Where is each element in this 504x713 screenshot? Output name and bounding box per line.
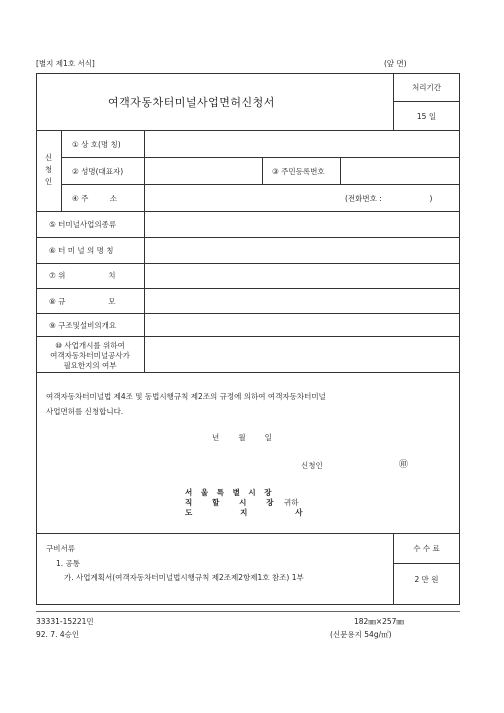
representative-name-label: ② 성명(대표자) xyxy=(72,167,124,176)
location-field[interactable] xyxy=(145,264,459,288)
trade-name-field[interactable] xyxy=(145,131,459,157)
page-side-label: (앞 면) xyxy=(384,59,407,68)
resident-number-label: ③ 주민등록번호 xyxy=(272,167,325,176)
honorific: 귀하 xyxy=(284,498,299,507)
applicant-sign-label: 신청인 xyxy=(301,461,323,470)
terminal-business-type-label: ⑤ 터미널사업의종류 xyxy=(49,220,117,229)
location-label: ⑦ 위 치 xyxy=(49,271,116,280)
addressee-seoul-mayor: 서 울 특 별 시 장 xyxy=(185,488,275,497)
terminal-business-type-field[interactable] xyxy=(145,212,459,237)
form-title: 여객자동차터미널사업면허신청서 xyxy=(108,96,275,109)
representative-name-field[interactable] xyxy=(145,158,261,184)
item10-label-line2: 여객자동차터미널공사가 xyxy=(50,351,130,360)
footer-approval-date: 92. 7. 4승인 xyxy=(36,630,80,639)
fee-value: 2 만 원 xyxy=(414,575,439,584)
required-documents-label: 구비서류 xyxy=(46,544,75,553)
trade-name-label: ① 상 호(명 칭) xyxy=(72,140,121,149)
address-label: ④ 주 소 xyxy=(72,194,118,203)
declaration-line2: 사업면허를 신청합니다. xyxy=(46,407,124,416)
seal-mark: ㊞ xyxy=(399,460,409,470)
footer-form-code: 33331-15221민 xyxy=(36,617,94,626)
addressee-city-mayor: 직 할 시 장 xyxy=(185,498,277,507)
terminal-name-field[interactable] xyxy=(145,238,459,263)
form-number: [별지 제1호 서식] xyxy=(36,59,95,68)
addressee-governor: 도 지 사 xyxy=(185,508,306,517)
footer-paper-type: (신문용지 54g/㎡) xyxy=(330,630,392,639)
application-date: 년 월 일 xyxy=(212,433,272,442)
scale-field[interactable] xyxy=(145,289,459,313)
structure-facilities-field[interactable] xyxy=(145,314,459,336)
structure-facilities-label: ⑨ 구조및설비의개요 xyxy=(49,321,117,330)
fee-label: 수 수 료 xyxy=(413,544,440,553)
processing-period-value: 15 일 xyxy=(416,112,437,121)
required-documents-item1-ga: 가. 사업계획서(여객자동차터미널법시행규칙 제2조제2항제1호 참조) 1부 xyxy=(64,573,304,582)
processing-period-label: 처리기간 xyxy=(412,83,441,92)
phone-label: (전화번호 : ) xyxy=(345,194,433,203)
item10-label-line3: 필요한지의 여부 xyxy=(63,361,117,370)
item10-label-line1: ⑩ 사업개시를 위하여 xyxy=(55,341,125,350)
scale-label: ⑧ 규 모 xyxy=(49,297,116,306)
footer-paper-size: 182㎜×257㎜ xyxy=(354,617,404,626)
declaration-line1: 여객자동차터미널법 제4조 및 동법시행규칙 제2조의 규정에 의하여 여객자동차터미널 xyxy=(46,392,326,401)
resident-number-field[interactable] xyxy=(341,158,459,184)
applicant-group-label: 신 청 인 xyxy=(44,153,53,186)
construction-required-field[interactable] xyxy=(145,337,459,371)
terminal-name-label: ⑥ 터 미 널 의 명 칭 xyxy=(49,246,114,255)
required-documents-item1: 1. 공통 xyxy=(56,559,81,568)
